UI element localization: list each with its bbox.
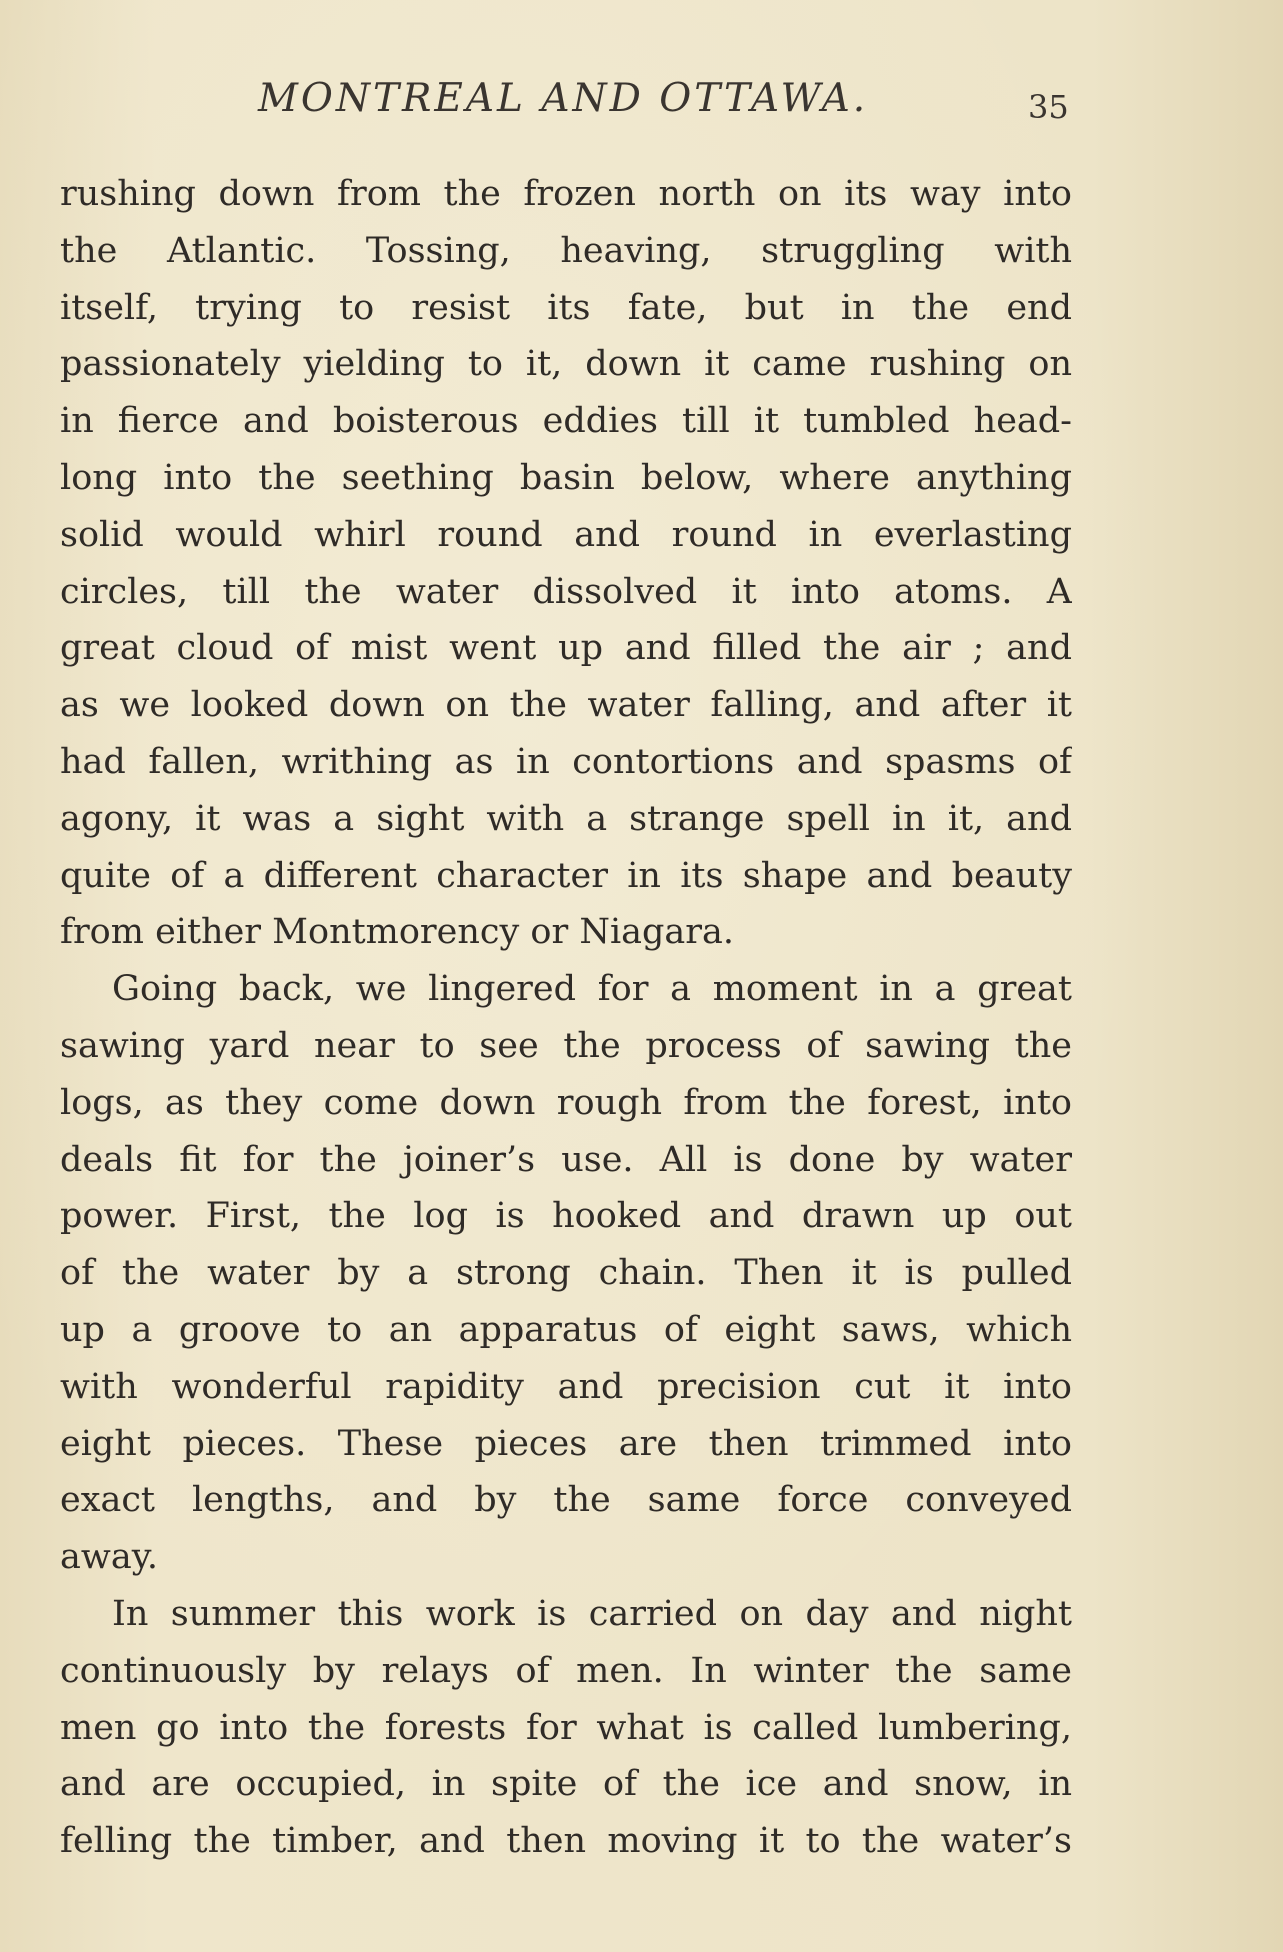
text-line: from either Montmorency or Niagara.: [60, 912, 735, 953]
text-line: long into the seething basin below, where anything: [60, 457, 1072, 498]
text-line: men go into the forests for what is called lumbering,: [60, 1707, 1072, 1748]
text-line: in fierce and boisterous eddies till it tumbled head-: [60, 401, 1072, 442]
text-line: Going back, we lingered for a moment in a great: [112, 969, 1072, 1010]
text-line: the Atlantic. Tossing, heaving, struggling with: [60, 230, 1072, 271]
text-line: quite of a different character in its shape and beauty: [60, 855, 1072, 896]
text-line: up a groove to an apparatus of eight saws, which: [60, 1309, 1072, 1350]
text-line: had fallen, writhing as in contortions and spasms of: [60, 741, 1072, 782]
text-line: with wonderful rapidity and precision cut it into: [60, 1366, 1072, 1407]
text-line: eight pieces. These pieces are then trimmed into: [60, 1423, 1072, 1464]
text-line: sawing yard near to see the process of sawing the: [60, 1025, 1072, 1066]
running-head-title: MONTREAL AND OTTAWA.: [258, 76, 869, 121]
text-line: agony, it was a sight with a strange spell in it, and: [60, 798, 1072, 839]
text-line: itself, trying to resist its fate, but in the end: [60, 287, 1072, 328]
text-line: and are occupied, in spite of the ice and snow, in: [60, 1764, 1072, 1805]
text-line: passionately yielding to it, down it came rushing on: [60, 344, 1072, 385]
text-line: felling the timber, and then moving it to the water’s: [60, 1821, 1072, 1862]
text-line: of the water by a strong chain. Then it is pulled: [60, 1253, 1072, 1294]
running-head: [0, 70, 1283, 130]
text-line: continuously by relays of men. In winter the same: [60, 1650, 1072, 1691]
text-line: deals fit for the joiner’s use. All is done by water: [60, 1139, 1072, 1180]
body-text: [60, 166, 1072, 1870]
page-number: 35: [1028, 88, 1069, 126]
text-line: exact lengths, and by the same force conveyed: [60, 1480, 1072, 1521]
text-line: In summer this work is carried on day and night: [112, 1593, 1072, 1634]
text-line: circles, till the water dissolved it into atoms. A: [60, 571, 1072, 612]
text-line: power. First, the log is hooked and drawn up out: [60, 1196, 1072, 1237]
text-line: away.: [60, 1537, 158, 1578]
text-line: great cloud of mist went up and filled the air ; and: [60, 628, 1072, 669]
text-line: rushing down from the frozen north on its way into: [60, 174, 1072, 214]
text-line: as we looked down on the water falling, and after it: [60, 685, 1072, 726]
text-line: solid would whirl round and round in everlasting: [60, 514, 1072, 555]
text-line: logs, as they come down rough from the forest, into: [60, 1082, 1072, 1123]
